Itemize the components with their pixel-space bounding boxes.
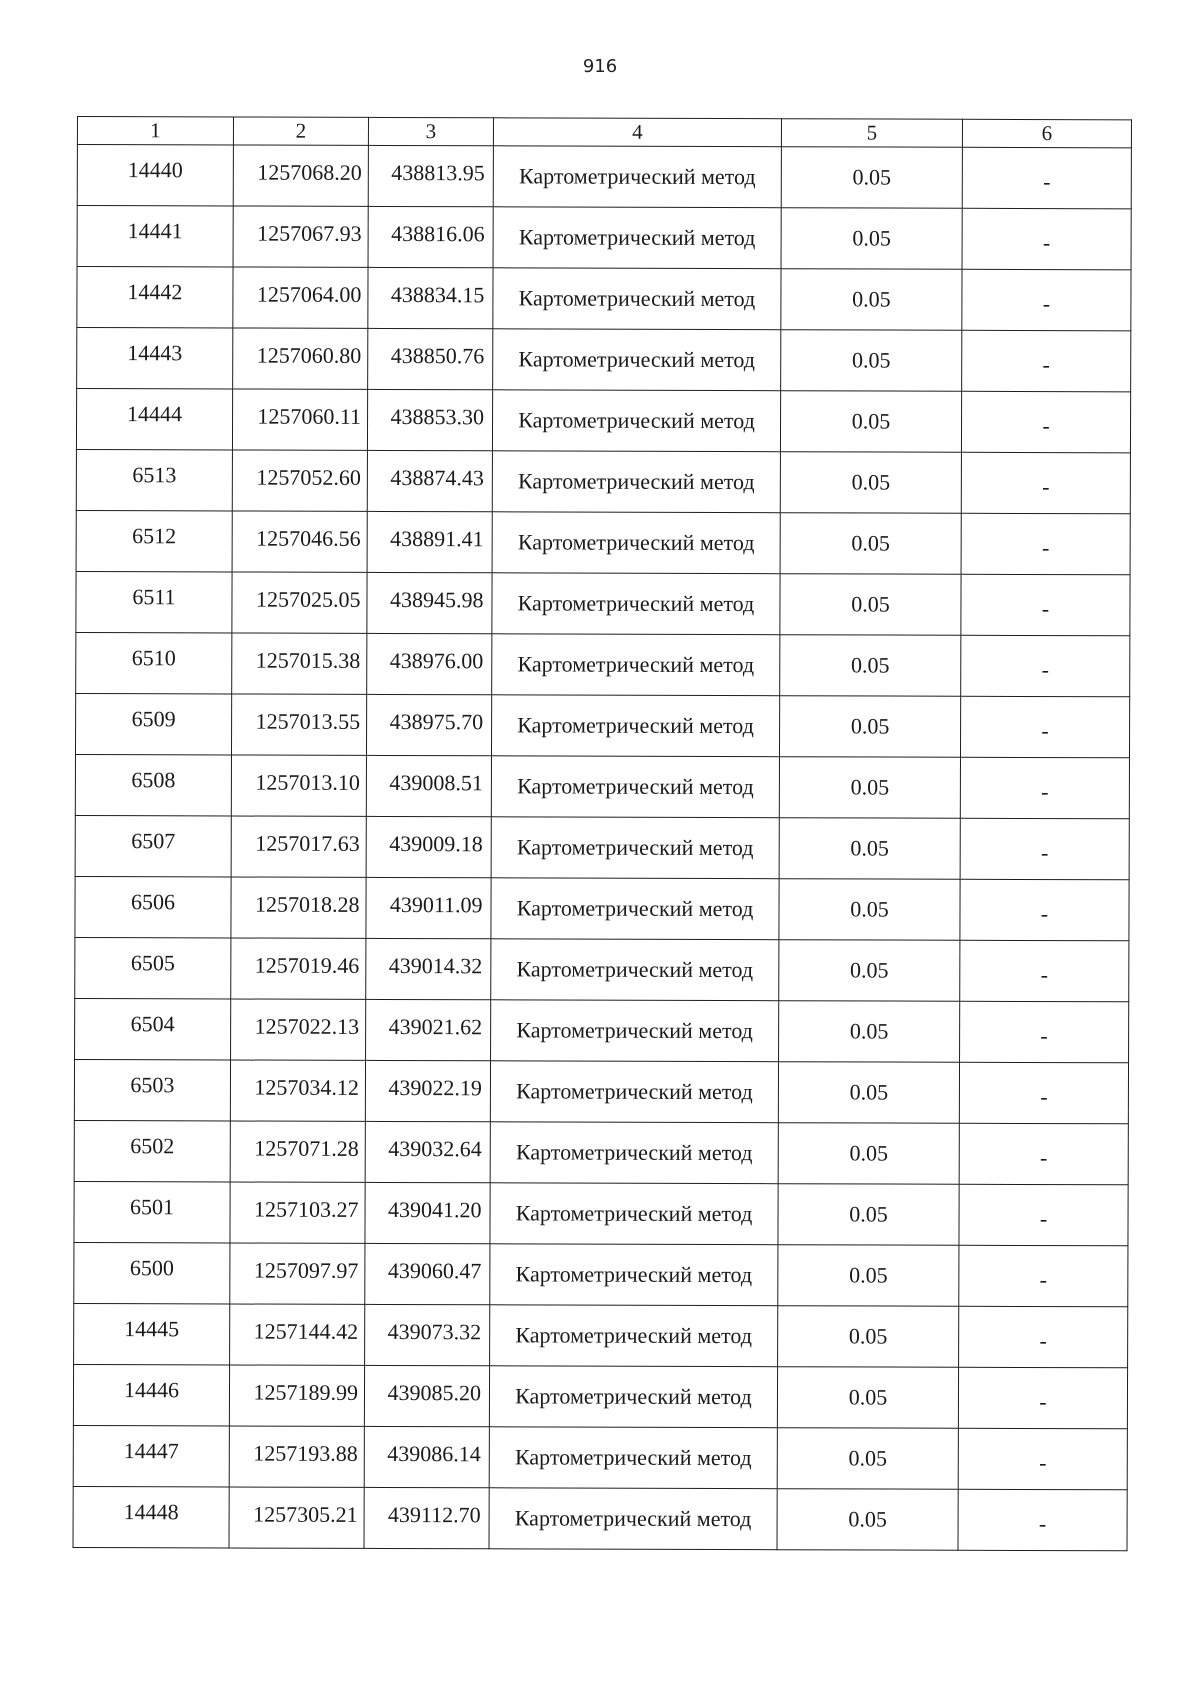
accuracy-cell: 0.05 [779,940,960,1002]
note-cell: - [959,1062,1128,1124]
y-coordinate-cell: 439073.32 [365,1304,490,1365]
accuracy-cell: 0.05 [777,1489,958,1551]
page-number: 916 [582,56,618,77]
column-header-2: 2 [233,117,368,145]
note-cell: - [958,1489,1127,1551]
table-row [76,632,1130,696]
method-cell: Картометрический метод [490,1244,778,1306]
header-row [77,117,1131,148]
y-coordinate-cell: 438975.70 [366,694,491,755]
note-cell: - [961,513,1130,575]
x-coordinate-cell: 1257018.28 [231,877,366,938]
method-cell: Картометрический метод [490,1183,778,1245]
y-coordinate-cell: 439086.14 [364,1426,489,1487]
method-cell: Картометрический метод [489,1366,777,1428]
table-body [73,145,1131,1551]
point-number-cell: 14440 [77,145,233,206]
method-cell: Картометрический метод [491,939,779,1001]
point-number-cell: 14441 [77,206,233,267]
point-number-cell: 14443 [77,328,233,389]
method-cell: Картометрический метод [493,268,781,330]
x-coordinate-cell: 1257015.38 [232,633,367,694]
y-coordinate-cell: 438850.76 [368,328,493,389]
y-coordinate-cell: 438834.15 [368,267,493,328]
method-cell: Картометрический метод [493,329,781,391]
table-row [76,510,1130,574]
point-number-cell: 6505 [75,937,231,998]
accuracy-cell: 0.05 [778,1245,959,1307]
accuracy-cell: 0.05 [778,1062,959,1124]
table-row [76,389,1130,453]
x-coordinate-cell: 1257067.93 [233,206,368,267]
note-cell: - [960,696,1129,758]
y-coordinate-cell: 438976.00 [367,633,492,694]
x-coordinate-cell: 1257068.20 [233,145,368,206]
accuracy-cell: 0.05 [779,879,960,941]
table-row [74,1059,1128,1123]
x-coordinate-cell: 1257025.05 [232,572,367,633]
point-number-cell: 6508 [75,754,231,815]
accuracy-cell: 0.05 [779,757,960,819]
x-coordinate-cell: 1257064.00 [233,267,368,328]
method-cell: Картометрический метод [490,1305,778,1367]
y-coordinate-cell: 438816.06 [368,206,493,267]
table-row [73,1486,1127,1550]
accuracy-cell: 0.05 [778,1184,959,1246]
accuracy-cell: 0.05 [780,574,961,636]
note-cell: - [962,330,1131,392]
note-cell: - [961,574,1130,636]
point-number-cell: 6500 [74,1242,230,1303]
x-coordinate-cell: 1257019.46 [231,938,366,999]
point-number-cell: 6503 [74,1059,230,1120]
method-cell: Картометрический метод [492,634,780,696]
method-cell: Картометрический метод [490,1061,778,1123]
column-header-5: 5 [781,119,962,148]
method-cell: Картометрический метод [493,146,781,208]
y-coordinate-cell: 438813.95 [368,145,493,206]
method-cell: Картометрический метод [491,817,779,879]
y-coordinate-cell: 439021.62 [366,999,491,1060]
note-cell: - [959,1245,1128,1307]
note-cell: - [961,391,1130,453]
table-row [73,1364,1127,1428]
y-coordinate-cell: 438945.98 [367,572,492,633]
note-cell: - [960,757,1129,819]
x-coordinate-cell: 1257071.28 [230,1121,365,1182]
table-row [74,1242,1128,1306]
point-number-cell: 6513 [76,449,232,510]
accuracy-cell: 0.05 [781,269,962,331]
table-row [74,1181,1128,1245]
accuracy-cell: 0.05 [777,1428,958,1490]
y-coordinate-cell: 438853.30 [367,389,492,450]
note-cell: - [960,818,1129,880]
method-cell: Картометрический метод [491,756,779,818]
point-number-cell: 6512 [76,510,232,571]
table-row [74,1303,1128,1367]
accuracy-cell: 0.05 [781,208,962,270]
accuracy-cell: 0.05 [780,391,961,453]
coordinates-table [73,116,1132,1551]
point-number-cell: 14447 [73,1425,229,1486]
method-cell: Картометрический метод [491,695,779,757]
y-coordinate-cell: 439011.09 [366,877,491,938]
table-row [75,876,1129,940]
note-cell: - [961,635,1130,697]
point-number-cell: 14442 [77,267,233,328]
note-cell: - [960,1001,1129,1063]
note-cell: - [962,147,1131,209]
accuracy-cell: 0.05 [780,452,961,514]
point-number-cell: 6504 [75,998,231,1059]
method-cell: Картометрический метод [489,1488,777,1550]
table-row [75,998,1129,1062]
accuracy-cell: 0.05 [779,1001,960,1063]
x-coordinate-cell: 1257017.63 [231,816,366,877]
table-row [74,1120,1128,1184]
table-row [76,571,1130,635]
y-coordinate-cell: 439032.64 [365,1121,490,1182]
note-cell: - [961,452,1130,514]
x-coordinate-cell: 1257060.11 [232,389,367,450]
x-coordinate-cell: 1257052.60 [232,450,367,511]
method-cell: Картометрический метод [489,1427,777,1489]
x-coordinate-cell: 1257022.13 [231,999,366,1060]
accuracy-cell: 0.05 [779,818,960,880]
method-cell: Картометрический метод [492,390,780,452]
point-number-cell: 6511 [76,571,232,632]
accuracy-cell: 0.05 [779,696,960,758]
accuracy-cell: 0.05 [780,513,961,575]
column-header-3: 3 [368,117,493,145]
method-cell: Картометрический метод [491,1000,779,1062]
y-coordinate-cell: 439008.51 [366,755,491,816]
accuracy-cell: 0.05 [777,1367,958,1429]
y-coordinate-cell: 439060.47 [365,1243,490,1304]
accuracy-cell: 0.05 [781,147,962,209]
note-cell: - [962,208,1131,270]
x-coordinate-cell: 1257189.99 [229,1365,364,1426]
y-coordinate-cell: 438891.41 [367,511,492,572]
column-header-6: 6 [962,119,1131,148]
note-cell: - [960,879,1129,941]
table-row [75,754,1129,818]
note-cell: - [959,1306,1128,1368]
column-header-1: 1 [77,117,233,145]
x-coordinate-cell: 1257305.21 [229,1487,364,1548]
method-cell: Картометрический метод [492,451,780,513]
accuracy-cell: 0.05 [780,635,961,697]
x-coordinate-cell: 1257144.42 [230,1304,365,1365]
y-coordinate-cell: 439085.20 [364,1365,489,1426]
y-coordinate-cell: 439014.32 [366,938,491,999]
y-coordinate-cell: 439041.20 [365,1182,490,1243]
note-cell: - [958,1367,1127,1429]
x-coordinate-cell: 1257103.27 [230,1182,365,1243]
note-cell: - [962,269,1131,331]
y-coordinate-cell: 439022.19 [365,1060,490,1121]
y-coordinate-cell: 438874.43 [367,450,492,511]
x-coordinate-cell: 1257013.10 [231,755,366,816]
y-coordinate-cell: 439009.18 [366,816,491,877]
note-cell: - [959,1184,1128,1246]
point-number-cell: 14445 [74,1303,230,1364]
note-cell: - [959,1123,1128,1185]
table-row [73,1425,1127,1489]
table-row [77,267,1131,331]
table-row [75,937,1129,1001]
point-number-cell: 6510 [76,632,232,693]
method-cell: Картометрический метод [493,207,781,269]
point-number-cell: 6509 [75,693,231,754]
note-cell: - [960,940,1129,1002]
point-number-cell: 14446 [73,1364,229,1425]
method-cell: Картометрический метод [491,878,779,940]
table-row [76,449,1130,513]
method-cell: Картометрический метод [490,1122,778,1184]
column-header-4: 4 [493,118,781,147]
method-cell: Картометрический метод [492,512,780,574]
accuracy-cell: 0.05 [781,330,962,392]
table-row [77,328,1131,392]
point-number-cell: 14448 [73,1486,229,1547]
point-number-cell: 14444 [76,389,232,450]
table-row [75,693,1129,757]
x-coordinate-cell: 1257060.80 [233,328,368,389]
x-coordinate-cell: 1257097.97 [230,1243,365,1304]
accuracy-cell: 0.05 [778,1123,959,1185]
y-coordinate-cell: 439112.70 [364,1487,489,1548]
table-row [77,206,1131,270]
point-number-cell: 6501 [74,1181,230,1242]
point-number-cell: 6506 [75,876,231,937]
x-coordinate-cell: 1257046.56 [232,511,367,572]
x-coordinate-cell: 1257013.55 [231,694,366,755]
method-cell: Картометрический метод [492,573,780,635]
x-coordinate-cell: 1257034.12 [230,1060,365,1121]
table-row [77,145,1131,209]
note-cell: - [958,1428,1127,1490]
point-number-cell: 6502 [74,1120,230,1181]
point-number-cell: 6507 [75,815,231,876]
table-row [75,815,1129,879]
accuracy-cell: 0.05 [778,1306,959,1368]
x-coordinate-cell: 1257193.88 [229,1426,364,1487]
